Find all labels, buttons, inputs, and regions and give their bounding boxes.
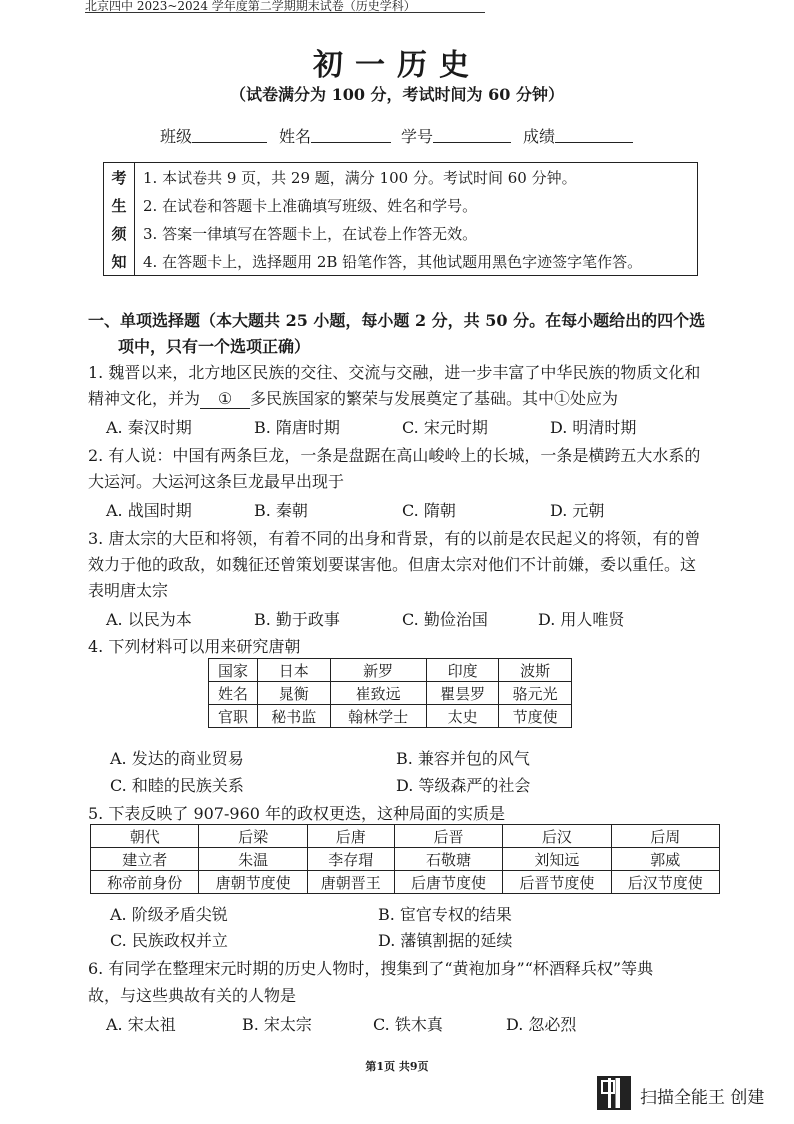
q6-stem-cont: 故，与这些典故有关的人物是: [88, 986, 297, 1005]
q5-option-d[interactable]: D. 藩镇割据的延续: [378, 931, 513, 950]
q1-stem: 1. 魏晋以来，北方地区民族的交往、交流与交融，进一步丰富了中华民族的物质文化和: [88, 363, 701, 382]
page-footer: 第1页 共9页: [365, 1060, 429, 1073]
notice-side-label: 考 生 须 知: [104, 163, 135, 275]
q5-option-b[interactable]: B. 宦官专权的结果: [378, 905, 512, 924]
q3-option-d[interactable]: D. 用人唯贤: [538, 610, 625, 629]
q4-option-d[interactable]: D. 等级森严的社会: [396, 776, 531, 795]
q1-stem-cont: 精神文化，并为 ① 多民族国家的繁荣与发展奠定了基础。其中①处应为: [88, 389, 619, 408]
q6-option-a[interactable]: A. 宋太祖: [106, 1015, 176, 1034]
q2-option-a[interactable]: A. 战国时期: [106, 501, 192, 520]
q6-option-b[interactable]: B. 宋太宗: [242, 1015, 312, 1034]
q5-table: [90, 824, 720, 894]
table-row: 朝代 后梁 后唐 后晋 后汉 后周: [91, 825, 720, 848]
section-heading: 一、单项选择题（本大题共 25 小题，每小题 2 分，共 50 分。在每小题给出的四个选: [88, 311, 706, 330]
q6-stem: 6. 有同学在整理宋元时期的历史人物时，搜集到了“黄袍加身”“杯酒释兵权”等典: [88, 959, 654, 978]
q3-option-a[interactable]: A. 以民为本: [106, 610, 192, 629]
q3-option-b[interactable]: B. 勤于政事: [254, 610, 340, 629]
q2-stem-cont: 大运河。大运河这条巨龙最早出现于: [88, 472, 345, 491]
id-label: 学号: [401, 127, 434, 146]
q4-option-c[interactable]: C. 和睦的民族关系: [110, 776, 244, 795]
class-field[interactable]: [192, 124, 267, 143]
table-row: 姓名 晁衡 崔致远 瞿昙罗 骆元光: [209, 682, 572, 705]
q3-stem: 3. 唐太宗的大臣和将领，有着不同的出身和背景，有的以前是农民起义的将领，有的曾: [88, 529, 701, 548]
score-label: 成绩: [523, 127, 556, 146]
table-row: 称帝前身份 唐朝节度使 唐朝晋王 后唐节度使 后晋节度使 后汉节度使: [91, 871, 720, 894]
q2-stem: 2. 有人说：中国有两条巨龙，一条是盘踞在高山峻岭上的长城，一条是横跨五大水系的: [88, 446, 701, 465]
table-row: 建立者 朱温 李存瑁 石敬瑭 刘知远 郭威: [91, 848, 720, 871]
student-info-line: [160, 124, 633, 147]
table-row: 国家 日本 新罗 印度 波斯: [209, 659, 572, 682]
name-field[interactable]: [311, 124, 391, 143]
q4-table: [208, 658, 572, 728]
q4-stem: 4. 下列材料可以用来研究唐朝: [88, 637, 301, 656]
exam-notice-box: [103, 162, 698, 276]
q4-option-a[interactable]: A. 发达的商业贸易: [110, 749, 244, 768]
q3-stem-cont: 效力于他的政敌，如魏征还曾策划要谋害他。但唐太宗对他们不计前嫌，委以重任。这: [88, 555, 697, 574]
q4-option-b[interactable]: B. 兼容并包的风气: [396, 749, 530, 768]
notice-items: [135, 163, 697, 275]
q3-stem-cont2: 表明唐太宗: [88, 581, 169, 600]
q1-option-b[interactable]: B. 隋唐时期: [254, 418, 340, 437]
notice-item: 3. 答案一律填写在答题卡上，在试卷上作答无效。: [143, 224, 478, 243]
q3-option-c[interactable]: C. 勤俭治国: [402, 610, 488, 629]
q1-option-c[interactable]: C. 宋元时期: [402, 418, 488, 437]
qr-code-icon: [597, 1076, 631, 1110]
table-row: 官职 秘书监 翰林学士 太史 节度使: [209, 705, 572, 728]
section-heading-cont: 项中，只有一个选项正确）: [118, 337, 311, 356]
q2-option-c[interactable]: C. 隋朝: [402, 501, 456, 520]
page-header: 北京四中 2023~2024 学年度第二学期期末试卷（历史学科）: [85, 0, 485, 13]
q2-option-b[interactable]: B. 秦朝: [254, 501, 308, 520]
exam-subtitle: （试卷满分为 100 分，考试时间为 60 分钟）: [230, 85, 564, 104]
exam-title: 初一历史: [313, 48, 481, 83]
notice-item: 2. 在试卷和答题卡上准确填写班级、姓名和学号。: [143, 196, 478, 215]
name-label: 姓名: [279, 127, 312, 146]
q5-option-c[interactable]: C. 民族政权并立: [110, 931, 228, 950]
q1-blank: ①: [200, 389, 250, 409]
q6-option-d[interactable]: D. 忽必烈: [506, 1015, 577, 1034]
q1-option-a[interactable]: A. 秦汉时期: [106, 418, 192, 437]
q1-option-d[interactable]: D. 明清时期: [550, 418, 637, 437]
scanner-watermark: 扫描全能王 创建: [640, 1088, 765, 1108]
notice-item: 4. 在答题卡上，选择题用 2B 铅笔作答，其他试题用黑色字迹签字笔作答。: [143, 252, 643, 271]
q5-option-a[interactable]: A. 阶级矛盾尖锐: [110, 905, 228, 924]
q6-option-c[interactable]: C. 铁木真: [373, 1015, 443, 1034]
id-field[interactable]: [433, 124, 511, 143]
notice-item: 1. 本试卷共 9 页，共 29 题，满分 100 分。考试时间 60 分钟。: [143, 168, 577, 187]
score-field[interactable]: [555, 124, 633, 143]
q5-stem: 5. 下表反映了 907-960 年的政权更迭，这种局面的实质是: [88, 804, 506, 823]
q2-option-d[interactable]: D. 元朝: [550, 501, 605, 520]
class-label: 班级: [160, 127, 193, 146]
